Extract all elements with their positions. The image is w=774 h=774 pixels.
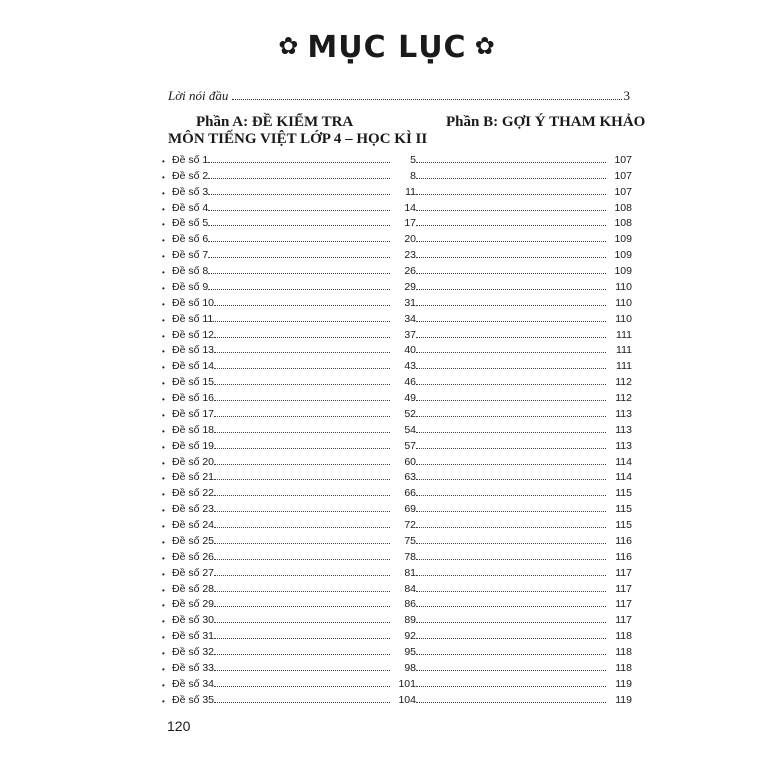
toc-row xyxy=(162,515,632,531)
answer-page: 116 xyxy=(615,534,632,547)
answer-page: 109 xyxy=(614,233,632,246)
bullet-icon: • xyxy=(162,156,165,166)
toc-row xyxy=(162,341,632,357)
title-text: MỤC LỤC xyxy=(307,30,467,65)
dot-leader xyxy=(214,368,390,369)
exam-label: Đề số 9 xyxy=(172,280,209,293)
dot-leader xyxy=(416,495,606,496)
exam-label: Đề số 24 xyxy=(172,519,215,531)
dot-leader xyxy=(214,686,390,687)
exam-page: 78 xyxy=(404,550,416,563)
bullet-icon: • xyxy=(162,204,165,214)
exam-label: Đề số 20 xyxy=(172,455,215,468)
flower-left-icon: ✿ xyxy=(278,32,300,60)
dot-leader xyxy=(416,622,606,623)
page-number: 120 xyxy=(167,718,191,734)
answer-page: 107 xyxy=(614,169,632,182)
dot-leader xyxy=(214,479,390,480)
toc-row xyxy=(162,245,632,261)
exam-label: Đề số 16 xyxy=(172,392,215,404)
exam-label: Đề số 18 xyxy=(172,423,215,436)
dot-leader xyxy=(416,654,606,655)
dot-leader xyxy=(416,210,606,211)
exam-page: 43 xyxy=(404,360,416,373)
exam-page: 34 xyxy=(404,312,416,325)
toc-row xyxy=(162,436,632,452)
part-b-heading: Phần B: GỢI Ý THAM KHẢO xyxy=(446,114,646,130)
toc-row xyxy=(162,388,632,404)
toc-row xyxy=(162,293,632,309)
toc-row xyxy=(162,356,632,372)
dot-leader xyxy=(416,670,606,671)
bullet-icon: • xyxy=(162,506,165,516)
exam-page: 66 xyxy=(404,487,416,500)
toc-row xyxy=(162,579,632,595)
exam-page: 23 xyxy=(404,249,416,262)
answer-page: 118 xyxy=(615,661,632,674)
bullet-icon: • xyxy=(162,331,165,341)
exam-label: Đề số 21 xyxy=(172,471,215,484)
exam-label: Đề số 5 xyxy=(172,217,209,230)
answer-page: 110 xyxy=(615,280,632,293)
exam-label: Đề số 34 xyxy=(172,677,215,690)
answer-page: 109 xyxy=(614,265,632,277)
dot-leader xyxy=(214,638,390,639)
exam-page: 26 xyxy=(404,265,416,277)
toc-row xyxy=(162,499,632,515)
dot-leader xyxy=(208,162,390,163)
bullet-icon: • xyxy=(162,649,165,658)
answer-page: 112 xyxy=(615,392,632,404)
dot-leader xyxy=(214,416,390,417)
bullet-icon: • xyxy=(162,315,165,325)
exam-page: 14 xyxy=(404,201,416,214)
dot-leader xyxy=(214,622,390,623)
exam-label: Đề số 19 xyxy=(172,439,215,452)
dot-leader xyxy=(416,321,606,322)
dot-leader xyxy=(416,638,606,639)
dot-leader xyxy=(416,289,606,290)
answer-page: 115 xyxy=(615,503,632,516)
answer-page: 117 xyxy=(615,614,632,627)
bullet-icon: • xyxy=(162,410,165,420)
exam-page: 46 xyxy=(404,376,416,389)
dot-leader xyxy=(416,559,606,560)
exam-page: 40 xyxy=(404,344,416,357)
dot-leader xyxy=(214,670,390,671)
dot-leader xyxy=(416,241,606,242)
preface-page: 3 xyxy=(623,88,630,103)
answer-page: 108 xyxy=(614,217,632,230)
exam-label: Đề số 23 xyxy=(172,503,215,516)
dot-leader xyxy=(214,400,390,401)
exam-label: Đề số 32 xyxy=(172,646,215,658)
exam-label: Đề số 12 xyxy=(172,328,215,341)
exam-page: 92 xyxy=(404,630,416,643)
bullet-icon: • xyxy=(162,664,165,674)
toc-row xyxy=(162,658,632,674)
dot-leader xyxy=(214,559,390,560)
toc-row xyxy=(162,372,632,388)
bullet-icon: • xyxy=(162,363,165,373)
dot-leader xyxy=(416,257,606,258)
dot-leader xyxy=(416,194,606,195)
exam-label: Đề số 4 xyxy=(172,201,209,214)
bullet-icon: • xyxy=(162,617,165,627)
exam-page: 101 xyxy=(398,677,416,690)
answer-page: 108 xyxy=(614,201,632,214)
answer-page: 111 xyxy=(616,344,632,357)
dot-leader xyxy=(416,464,606,465)
exam-label: Đề số 3 xyxy=(172,185,209,198)
bullet-icon: • xyxy=(162,601,165,611)
dot-leader xyxy=(208,210,390,211)
bullet-icon: • xyxy=(162,188,165,198)
exam-page: 52 xyxy=(404,407,416,420)
bullet-icon: • xyxy=(162,490,165,500)
answer-page: 112 xyxy=(615,376,632,389)
dot-leader xyxy=(214,543,390,544)
dot-leader xyxy=(208,257,390,258)
exam-page: 11 xyxy=(405,185,416,198)
exam-page: 95 xyxy=(404,646,416,658)
dot-leader xyxy=(416,178,606,179)
exam-label: Đề số 10 xyxy=(172,296,215,309)
dot-leader xyxy=(416,368,606,369)
answer-page: 116 xyxy=(615,550,632,563)
dot-leader xyxy=(214,384,390,385)
exam-page: 89 xyxy=(404,614,416,627)
answer-page: 114 xyxy=(615,471,632,484)
part-a-heading: Phần A: ĐỀ KIỂM TRA xyxy=(196,114,354,130)
bullet-icon: • xyxy=(162,569,165,579)
toc-row xyxy=(162,404,632,420)
toc-row xyxy=(162,309,632,325)
bullet-icon: • xyxy=(162,442,165,452)
dot-leader xyxy=(416,416,606,417)
bullet-icon: • xyxy=(162,474,165,484)
toc-row xyxy=(162,595,632,611)
dot-leader xyxy=(416,432,606,433)
dot-leader xyxy=(416,384,606,385)
answer-page: 107 xyxy=(614,153,632,166)
exam-page: 63 xyxy=(404,471,416,484)
dot-leader xyxy=(208,194,390,195)
bullet-icon: • xyxy=(162,426,165,436)
dot-leader xyxy=(416,448,606,449)
answer-page: 110 xyxy=(615,296,632,309)
bullet-icon: • xyxy=(162,633,165,643)
exam-label: Đề số 35 xyxy=(172,693,215,706)
dot-leader xyxy=(214,432,390,433)
dot-leader xyxy=(214,591,390,592)
answer-page: 115 xyxy=(615,487,632,500)
dot-leader xyxy=(416,337,606,338)
toc-row xyxy=(162,468,632,484)
exam-label: Đề số 25 xyxy=(172,534,215,547)
bullet-icon: • xyxy=(162,585,165,595)
answer-page: 113 xyxy=(615,423,632,436)
dot-leader xyxy=(214,654,390,655)
dot-leader xyxy=(214,511,390,512)
exam-label: Đề số 15 xyxy=(172,376,215,389)
dot-leader xyxy=(416,702,606,703)
answer-page: 113 xyxy=(615,439,632,452)
toc-row xyxy=(162,325,632,341)
dot-leader xyxy=(214,337,390,338)
exam-page: 8 xyxy=(410,169,416,182)
answer-page: 113 xyxy=(615,407,632,420)
toc-row xyxy=(162,420,632,436)
dot-leader xyxy=(416,686,606,687)
exam-label: Đề số 22 xyxy=(172,487,215,500)
exam-label: Đề số 26 xyxy=(172,550,215,563)
dot-leader xyxy=(416,527,606,528)
bullet-icon: • xyxy=(162,347,165,357)
exam-page: 86 xyxy=(404,598,416,611)
toc-row xyxy=(162,452,632,468)
dot-leader xyxy=(208,289,390,290)
answer-page: 118 xyxy=(615,646,632,658)
exam-page: 20 xyxy=(404,233,416,246)
exam-label: Đề số 14 xyxy=(172,360,215,373)
bullet-icon: • xyxy=(162,537,165,547)
bullet-icon: • xyxy=(162,172,165,182)
toc-row xyxy=(162,261,632,277)
part-a-subheading: MÔN TIẾNG VIỆT LỚP 4 – HỌC KÌ II xyxy=(168,131,428,147)
preface-entry xyxy=(168,86,630,104)
exam-page: 75 xyxy=(404,534,416,547)
exam-label: Đề số 1 xyxy=(172,153,209,166)
toc-row xyxy=(162,483,632,499)
exam-label: Đề số 13 xyxy=(172,344,215,357)
bullet-icon: • xyxy=(162,220,165,230)
exam-page: 37 xyxy=(404,328,416,341)
dot-leader xyxy=(416,511,606,512)
dot-leader xyxy=(416,479,606,480)
exam-page: 81 xyxy=(404,566,416,579)
dot-leader xyxy=(214,575,390,576)
answer-page: 111 xyxy=(616,328,632,341)
exam-label: Đề số 6 xyxy=(172,233,209,246)
dot-leader xyxy=(416,273,606,274)
toc-row xyxy=(162,547,632,563)
dot-leader xyxy=(208,178,390,179)
answer-page: 110 xyxy=(615,312,632,325)
answer-page: 117 xyxy=(615,598,632,611)
exam-label: Đề số 8 xyxy=(172,265,209,277)
exam-label: Đề số 27 xyxy=(172,566,215,579)
dot-leader xyxy=(416,543,606,544)
toc-row xyxy=(162,642,632,658)
toc-row xyxy=(162,531,632,547)
exam-label: Đề số 28 xyxy=(172,582,215,595)
dot-leader xyxy=(416,591,606,592)
exam-label: Đề số 31 xyxy=(172,630,215,643)
dot-leader xyxy=(208,225,390,226)
toc-row xyxy=(162,229,632,245)
bullet-icon: • xyxy=(162,299,165,309)
exam-page: 49 xyxy=(404,392,416,404)
exam-page: 31 xyxy=(404,296,416,309)
dot-leader xyxy=(214,448,390,449)
toc-row xyxy=(162,150,632,166)
dot-leader xyxy=(232,99,621,100)
exam-page: 54 xyxy=(404,423,416,436)
exam-page: 17 xyxy=(404,217,416,230)
bullet-icon: • xyxy=(162,696,165,706)
exam-label: Đề số 7 xyxy=(172,249,209,262)
exam-page: 69 xyxy=(404,503,416,516)
answer-page: 111 xyxy=(616,360,632,373)
answer-page: 118 xyxy=(615,630,632,643)
exam-page: 60 xyxy=(404,455,416,468)
exam-page: 5 xyxy=(410,153,416,166)
toc-row xyxy=(162,182,632,198)
bullet-icon: • xyxy=(162,236,165,246)
exam-page: 84 xyxy=(404,582,416,595)
bullet-icon: • xyxy=(162,268,165,277)
answer-page: 119 xyxy=(615,693,632,706)
toc-row xyxy=(162,198,632,214)
answer-page: 114 xyxy=(615,455,632,468)
exam-label: Đề số 33 xyxy=(172,661,215,674)
flower-right-icon: ✿ xyxy=(474,32,496,60)
toc-row xyxy=(162,674,632,690)
bullet-icon: • xyxy=(162,553,165,563)
bullet-icon: • xyxy=(162,522,165,531)
toc-row xyxy=(162,277,632,293)
toc-row xyxy=(162,563,632,579)
bullet-icon: • xyxy=(162,680,165,690)
answer-page: 119 xyxy=(615,677,632,690)
dot-leader xyxy=(214,464,390,465)
dot-leader xyxy=(214,702,390,703)
bullet-icon: • xyxy=(162,458,165,468)
dot-leader xyxy=(214,495,390,496)
answer-page: 109 xyxy=(614,249,632,262)
bullet-icon: • xyxy=(162,283,165,293)
exam-label: Đề số 29 xyxy=(172,598,215,611)
dot-leader xyxy=(416,352,606,353)
toc-row xyxy=(162,610,632,626)
dot-leader xyxy=(416,575,606,576)
dot-leader xyxy=(416,400,606,401)
dot-leader xyxy=(214,606,390,607)
dot-leader xyxy=(416,606,606,607)
exam-page: 104 xyxy=(398,693,416,706)
exam-page: 72 xyxy=(404,519,416,531)
answer-page: 107 xyxy=(614,185,632,198)
toc-row xyxy=(162,214,632,230)
dot-leader xyxy=(214,352,390,353)
exam-page: 98 xyxy=(404,661,416,674)
bullet-icon: • xyxy=(162,252,165,262)
exam-page: 29 xyxy=(404,280,416,293)
answer-page: 117 xyxy=(615,566,632,579)
dot-leader xyxy=(214,305,390,306)
dot-leader xyxy=(214,527,390,528)
answer-page: 117 xyxy=(615,582,632,595)
exam-label: Đề số 2 xyxy=(172,169,209,182)
toc-row xyxy=(162,166,632,182)
exam-label: Đề số 11 xyxy=(172,312,214,325)
dot-leader xyxy=(416,225,606,226)
dot-leader xyxy=(208,241,390,242)
toc-row xyxy=(162,626,632,642)
toc-row xyxy=(162,690,632,706)
bullet-icon: • xyxy=(162,379,165,389)
preface-label: Lời nói đầu xyxy=(168,88,229,103)
dot-leader xyxy=(416,162,606,163)
dot-leader xyxy=(208,273,390,274)
exam-label: Đề số 17 xyxy=(172,407,215,420)
exam-page: 57 xyxy=(404,439,416,452)
toc-list xyxy=(162,150,632,706)
page-title xyxy=(0,30,774,65)
bullet-icon: • xyxy=(162,395,165,404)
dot-leader xyxy=(213,321,390,322)
dot-leader xyxy=(416,305,606,306)
exam-label: Đề số 30 xyxy=(172,614,215,627)
answer-page: 115 xyxy=(615,519,632,531)
